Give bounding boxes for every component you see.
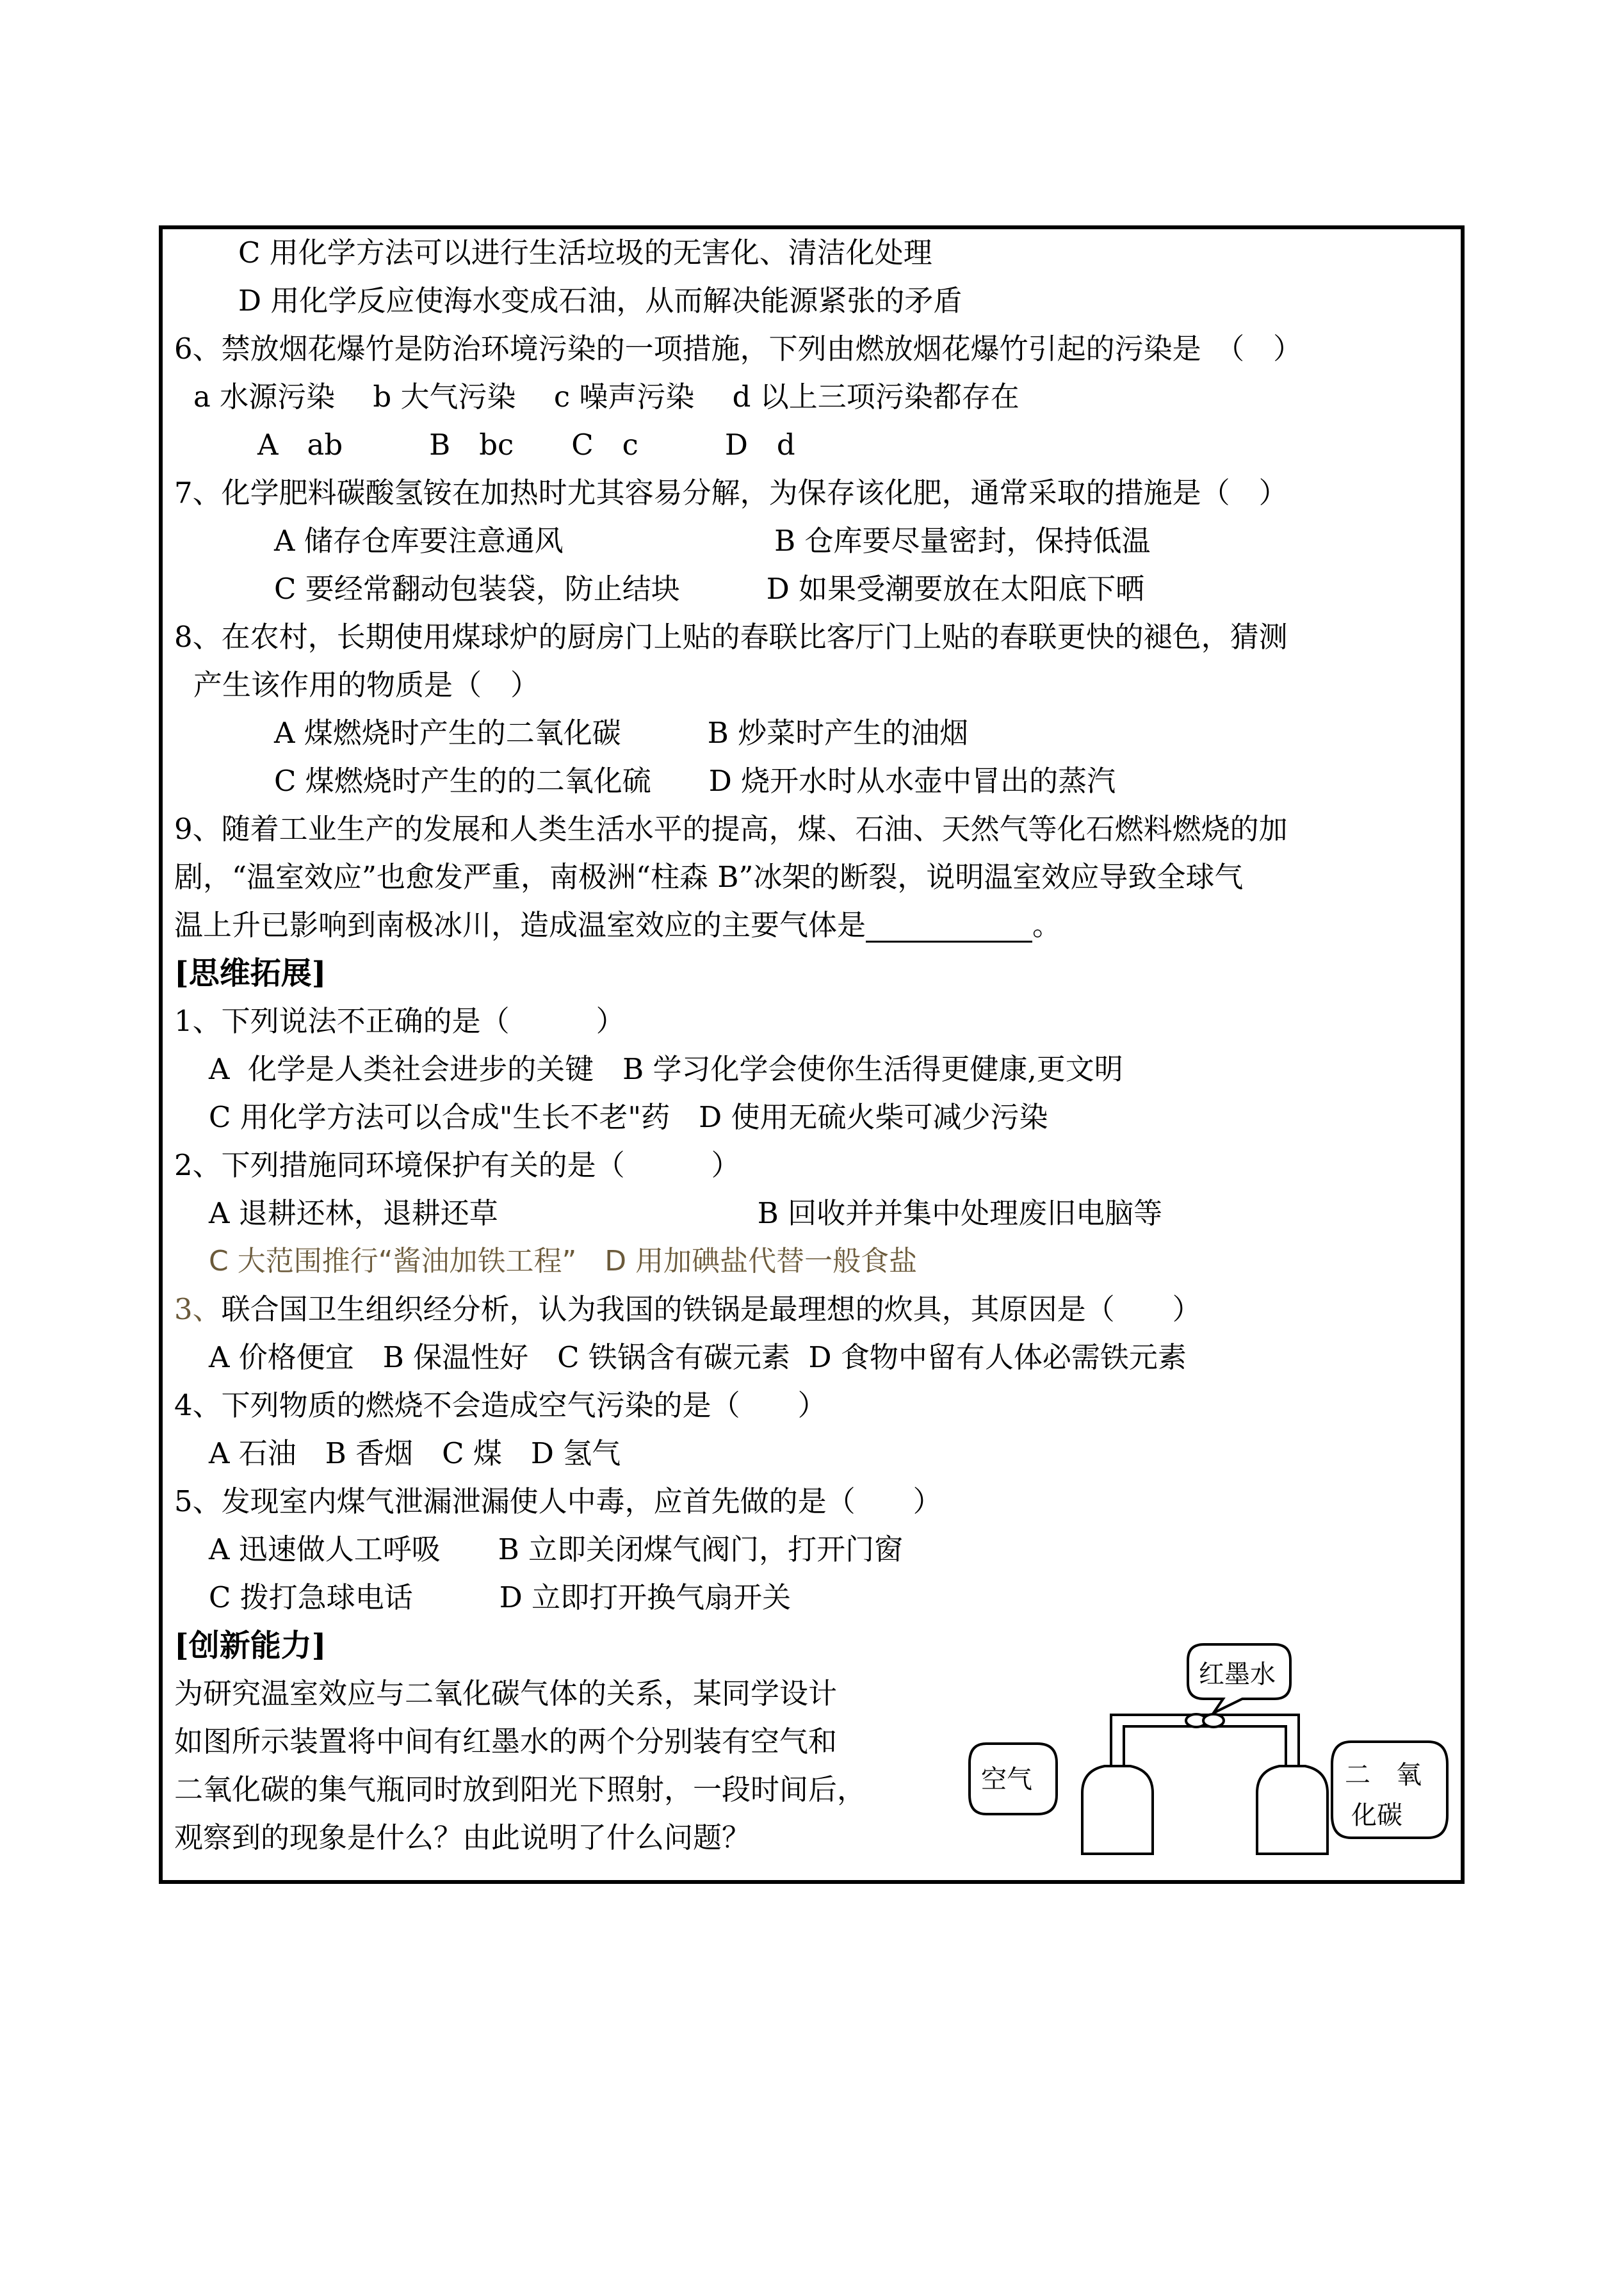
t2-stem: 2、下列措施同环境保护有关的是（ ） xyxy=(174,1148,740,1182)
q5-option-d: D 用化学反应使海水变成石油，从而解决能源紧张的矛盾 xyxy=(238,284,962,318)
t3-stem xyxy=(174,1292,1201,1327)
q5-option-c: C 用化学方法可以进行生活垃圾的无害化、清洁化处理 xyxy=(238,236,932,270)
q8-stem-2: 产生该作用的物质是（ ） xyxy=(193,668,540,702)
t2-options-ab: A 退耕还林，退耕还草 B 回收并并集中处理废旧电脑等 xyxy=(209,1196,1163,1230)
air-label: 空气 xyxy=(981,1765,1032,1794)
q7-stem: 7、化学肥料碳酸氢铵在加热时尤其容易分解，为保存该化肥，通常采取的措施是（ ） xyxy=(174,476,1288,510)
t4-options: A 石油 B 香烟 C 煤 D 氢气 xyxy=(209,1436,621,1470)
q9-stem-3-text: 温上升已影响到南极冰川，造成温室效应的主要气体是 xyxy=(174,908,866,942)
q9-stem-3 xyxy=(174,908,1061,943)
innovation-text-3: 二氧化碳的集气瓶同时放到阳光下照射，一段时间后， xyxy=(174,1772,866,1806)
red-ink-drop-right xyxy=(1203,1714,1224,1727)
t4-stem: 4、下列物质的燃烧不会造成空气污染的是（ ） xyxy=(174,1388,827,1422)
t3-stem-text: 联合国卫生组织经分析，认为我国的铁锅是最理想的炊具，其原因是（ ） xyxy=(221,1292,1201,1326)
red-ink-label: 红墨水 xyxy=(1199,1660,1276,1689)
co2-label-line2: 化碳 xyxy=(1351,1801,1402,1830)
t1-stem: 1、下列说法不正确的是（ ） xyxy=(174,1004,625,1038)
q8-options-cd: C 煤燃烧时产生的的二氧化硫 D 烧开水时从水壶中冒出的蒸汽 xyxy=(274,764,1116,798)
t1-options-cd: C 用化学方法可以合成"生长不老"药 D 使用无硫火柴可减少污染 xyxy=(209,1100,1048,1134)
q9-stem-2: 剧，“温室效应”也愈发严重，南极洲“柱森 B”冰架的断裂，说明温室效应导致全球气 xyxy=(174,860,1244,894)
co2-label-line1: 二 氧 xyxy=(1345,1760,1422,1790)
t3-options: A 价格便宜 B 保温性好 C 铁锅含有碳元素 D 食物中留有人体必需铁元素 xyxy=(209,1340,1187,1374)
q6-stem: 6、禁放烟花爆竹是防治环境污染的一项措施，下列由燃放烟花爆竹引起的污染是 （ ） xyxy=(174,332,1303,366)
q9-end: 。 xyxy=(1032,908,1062,942)
q8-options-ab: A 煤燃烧时产生的二氧化碳 B 炒菜时产生的油烟 xyxy=(274,716,969,750)
answer-blank[interactable] xyxy=(866,915,1032,943)
q7-options-ab: A 储存仓库要注意通风 B 仓库要尽量密封，保持低温 xyxy=(274,524,1151,558)
q9-stem-1: 9、随着工业生产的发展和人类生活水平的提高，煤、石油、天然气等化石燃料燃烧的加 xyxy=(174,812,1288,846)
innovation-text-4: 观察到的现象是什么？由此说明了什么问题？ xyxy=(174,1821,751,1854)
greenhouse-apparatus-diagram xyxy=(967,1639,1454,1870)
section-thinking-expansion: [思维拓展] xyxy=(174,955,327,991)
t2-options-cd: C 大范围推行“酱油加铁工程” D 用加碘盐代替一般食盐 xyxy=(209,1245,918,1277)
co2-bottle xyxy=(1257,1766,1328,1854)
q6-items: a 水源污染 b 大气污染 c 噪声污染 d 以上三项污染都存在 xyxy=(193,380,1019,414)
section-innovation: [创新能力] xyxy=(174,1628,327,1664)
t5-options-ab: A 迅速做人工呼吸 B 立即关闭煤气阀门，打开门窗 xyxy=(209,1532,904,1566)
t1-options-ab: A 化学是人类社会进步的关键 B 学习化学会使你生活得更健康,更文明 xyxy=(209,1052,1123,1086)
q6-options: A ab B bc C c D d xyxy=(257,428,795,462)
innovation-text-2: 如图所示装置将中间有红墨水的两个分别装有空气和 xyxy=(174,1724,838,1758)
connecting-tube-inner xyxy=(1124,1726,1286,1766)
air-bottle xyxy=(1082,1766,1153,1854)
t3-number: 3、 xyxy=(174,1292,222,1326)
q8-stem-1: 8、在农村，长期使用煤球炉的厨房门上贴的春联比客厅门上贴的春联更快的褪色，猜测 xyxy=(174,620,1288,654)
t5-options-cd: C 拨打急球电话 D 立即打开换气扇开关 xyxy=(209,1580,792,1614)
q7-options-cd: C 要经常翻动包装袋，防止结块 D 如果受潮要放在太阳底下晒 xyxy=(274,572,1145,606)
innovation-text-1: 为研究温室效应与二氧化碳气体的关系，某同学设计 xyxy=(174,1676,838,1710)
t5-stem: 5、发现室内煤气泄漏泄漏使人中毒，应首先做的是（ ） xyxy=(174,1484,942,1518)
